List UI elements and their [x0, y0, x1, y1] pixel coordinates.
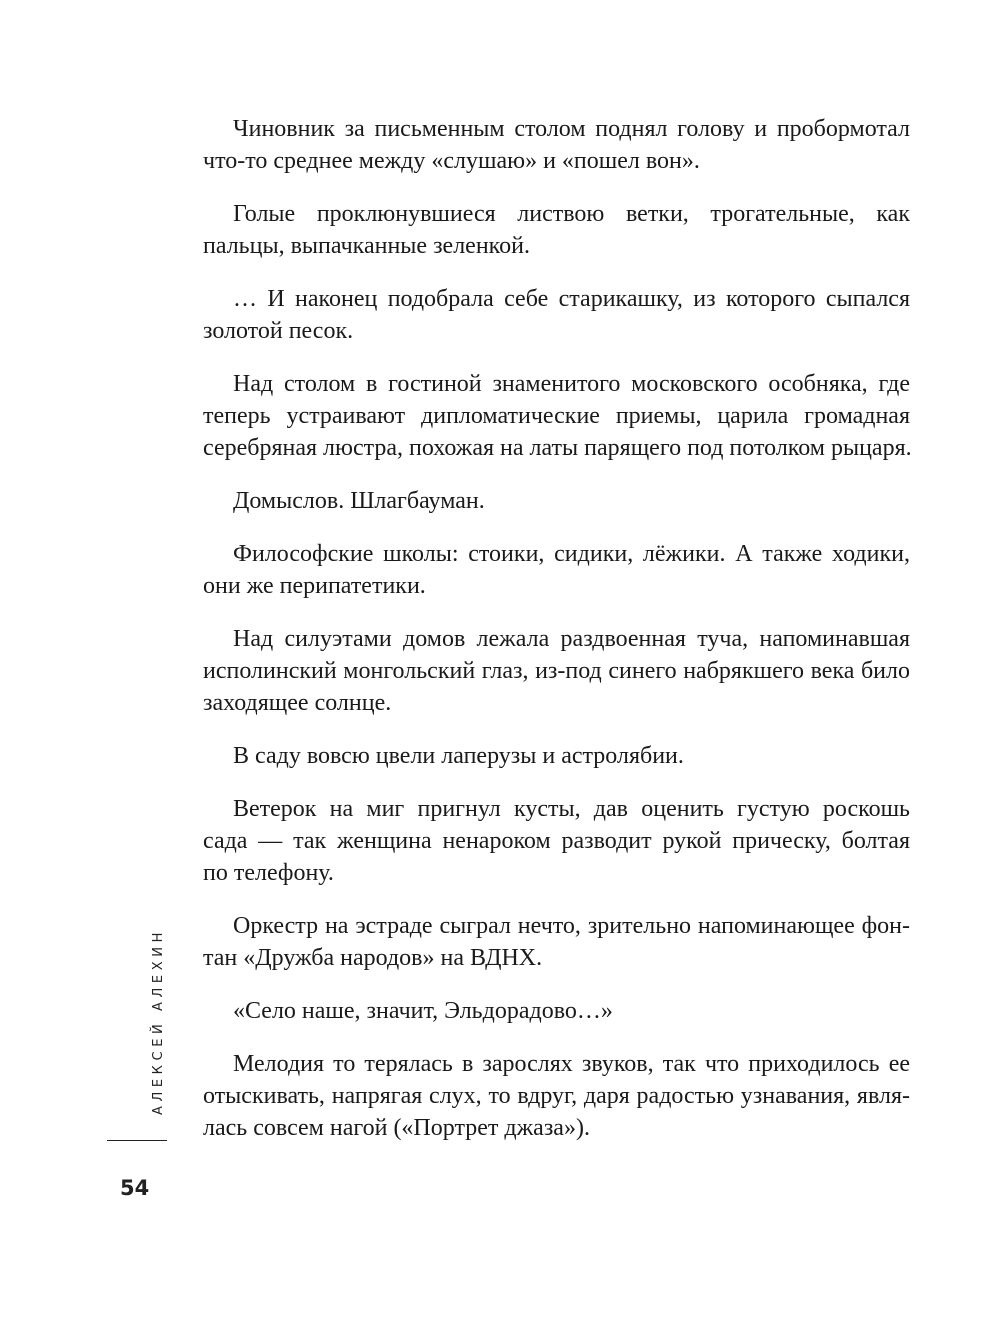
text-line: Чиновник за письменным столом поднял голову и пробормотал	[233, 116, 910, 142]
text-line: по телефону.	[203, 860, 334, 886]
text-line: золотой песок.	[203, 318, 354, 344]
text-line: исполинский монгольский глаз, из-под синего набрякшего века било	[203, 658, 910, 684]
paragraph	[203, 623, 910, 719]
text-line: Голые проклюнувшиеся листвою ветки, трогательные, как	[233, 201, 910, 227]
page-number: 54	[120, 1176, 150, 1200]
paragraph	[203, 485, 910, 517]
paragraph	[203, 995, 910, 1027]
text-line: Домыслов. Шлагбауман.	[233, 488, 485, 514]
paragraph	[203, 910, 910, 974]
paragraph	[203, 368, 910, 464]
text-line: Философские школы: стоики, сидики, лёжики. А также ходики,	[233, 541, 910, 567]
text-line: Мелодия то терялась в зарослях звуков, так что приходилось ее	[233, 1051, 910, 1077]
paragraph	[203, 740, 910, 772]
text-line: тан «Дружба народов» на ВДНХ.	[203, 945, 543, 971]
divider-rule	[107, 1140, 167, 1141]
text-line: что-то среднее между «слушаю» и «пошел вон».	[203, 148, 700, 174]
text-line: отыскивать, напрягая слух, то вдруг, даря радостью узнавания, явля-	[203, 1083, 910, 1109]
paragraph	[203, 793, 910, 889]
text-line: «Село наше, значит, Эльдорадово…»	[233, 998, 613, 1024]
body-text	[203, 113, 910, 1165]
text-line: … И наконец подобрала себе старикашку, из которого сыпался	[233, 286, 910, 312]
text-line: сада — так женщина ненароком разводит рукой прическу, болтая	[203, 828, 910, 854]
paragraph	[203, 198, 910, 262]
text-line: Ветерок на миг пригнул кусты, дав оценить густую роскошь	[233, 796, 910, 822]
paragraph	[203, 283, 910, 347]
text-line: заходящее солнце.	[203, 690, 392, 716]
paragraph	[203, 1048, 910, 1144]
text-line: теперь устраивают дипломатические приемы, царила громадная	[203, 403, 910, 429]
text-line: Над силуэтами домов лежала раздвоенная туча, напоминавшая	[233, 626, 910, 652]
text-line: пальцы, выпачканные зеленкой.	[203, 233, 530, 259]
running-head-author: АЛЕКСЕЙ АЛЕХИН	[151, 928, 166, 1115]
text-line: В саду вовсю цвели лаперузы и астролябии.	[233, 743, 684, 769]
text-line: они же перипатетики.	[203, 573, 426, 599]
paragraph	[203, 538, 910, 602]
text-line: Над столом в гостиной знаменитого московского особняка, где	[233, 371, 910, 397]
text-line: Оркестр на эстраде сыграл нечто, зрительно напоминающее фон-	[233, 913, 910, 939]
text-line: серебряная люстра, похожая на латы парящего под потолком рыцаря.	[203, 435, 912, 461]
text-line: лась совсем нагой («Портрет джаза»).	[203, 1115, 590, 1141]
paragraph	[203, 113, 910, 177]
